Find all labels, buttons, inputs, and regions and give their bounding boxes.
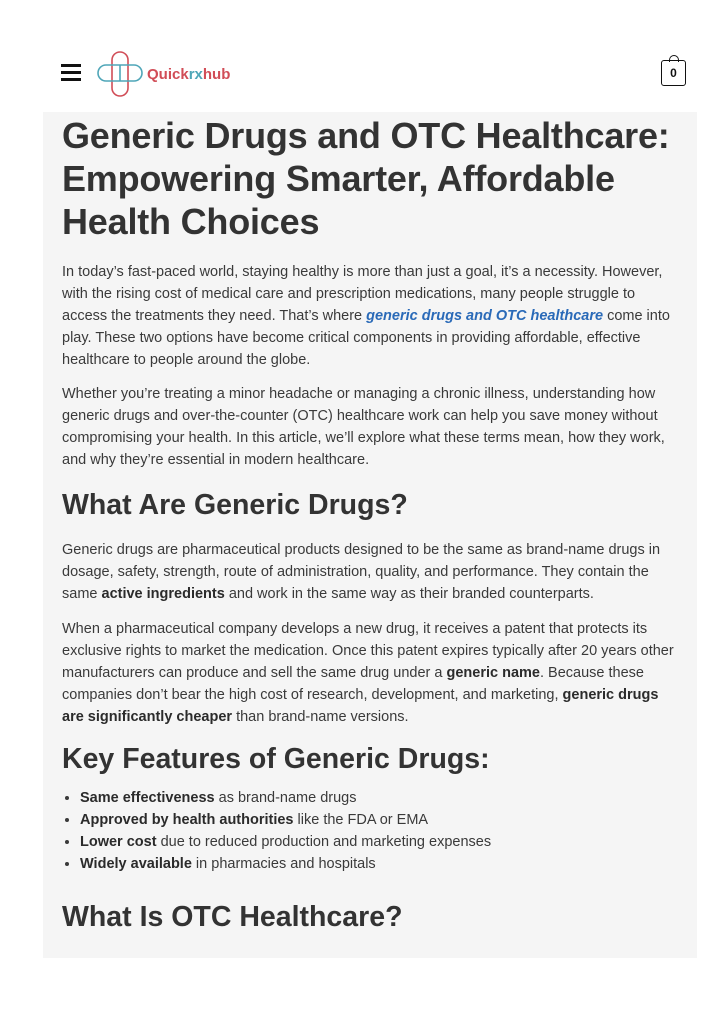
- list-item: • Approved by health authorities like the FDA or EMA: [80, 809, 678, 831]
- article-title: Generic Drugs and OTC Healthcare: Empowering Smarter, Affordable Health Choices: [62, 115, 670, 242]
- key-features-list: [62, 787, 678, 875]
- hamburger-menu-icon[interactable]: [61, 64, 81, 82]
- section-heading-key-features: Key Features of Generic Drugs:: [62, 743, 490, 775]
- intro-paragraph: In today’s fast-paced world, staying healthy is more than just a goal, it’s a necessity. However, with the rising cost of medical care and prescription medications, many people struggle to access the treatments they need. That’s where generic drugs and OTC healthcare come into play. These two options have become critical components in providing affordable, effective healthcare to people around the globe.: [62, 264, 670, 368]
- site-logo[interactable]: [97, 51, 230, 97]
- list-item: • Lower cost due to reduced production and marketing expenses: [80, 831, 678, 853]
- generic-drugs-paragraph-2: When a pharmaceutical company develops a new drug, it receives a patent that protects its exclusive rights to market the medication. Once this patent expires typically after 20 years other manufacturers can produce and sell the same drug under a generic name. Because these companies don’t bear the high cost of research, development, and marketing, generic drugs are significantly cheaper than brand-name versions.: [62, 621, 674, 725]
- section-heading-otc-healthcare: What Is OTC Healthcare?: [62, 901, 403, 933]
- intro-paragraph-2: Whether you’re treating a minor headache or managing a chronic illness, understanding how generic drugs and over-the-counter (OTC) healthcare work can help you save money without compromising your health. In this article, we’ll explore what these terms mean, how they work, and why they’re essential in modern healthcare.: [62, 386, 665, 468]
- cart-count-badge: 0: [661, 60, 686, 86]
- section-heading-generic-drugs: What Are Generic Drugs?: [62, 489, 408, 521]
- list-item: • Same effectiveness as brand-name drugs: [80, 787, 678, 809]
- logo-wordmark: Quickrxhub: [147, 65, 231, 83]
- shopping-bag-icon[interactable]: [661, 55, 687, 87]
- site-header: [0, 0, 720, 112]
- medical-cross-logo-icon: [97, 51, 143, 97]
- generic-drugs-otc-link[interactable]: generic drugs and OTC healthcare: [366, 308, 604, 324]
- list-item: • Widely available in pharmacies and hospitals: [80, 853, 678, 875]
- generic-drugs-paragraph-1: Generic drugs are pharmaceutical products designed to be the same as brand-name drugs in dosage, safety, strength, route of administration, quality, and performance. They contain the same active ingredients and work in the same way as their branded counterparts.: [62, 542, 661, 602]
- article-content: [43, 112, 697, 958]
